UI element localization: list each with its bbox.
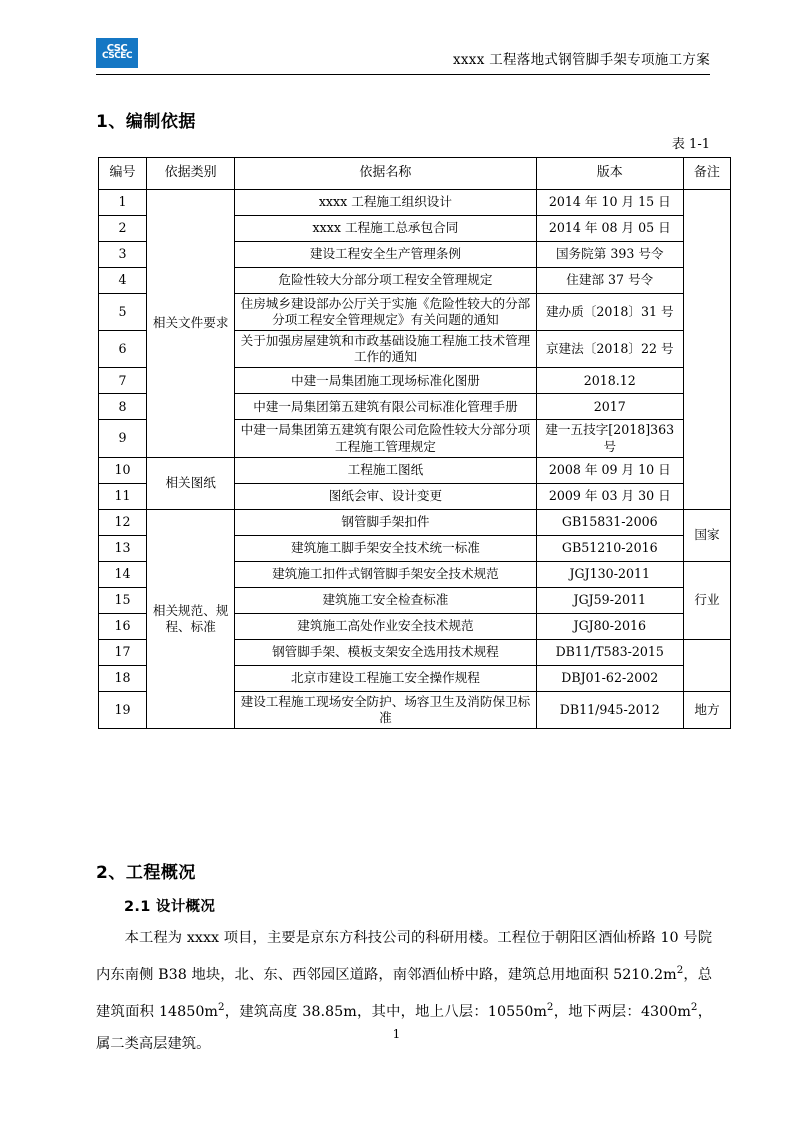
table-cell-name: 中建一局集团第五建筑有限公司标准化管理手册 (235, 394, 536, 420)
table-cell-name: 建筑施工脚手架安全技术统一标准 (235, 535, 536, 561)
table-cell-version: 国务院第 393 号令 (536, 242, 683, 268)
table-cell-no: 5 (99, 294, 147, 331)
table-header-cell: 依据名称 (235, 158, 536, 190)
table-cell-no: 3 (99, 242, 147, 268)
table-cell-name: 钢管脚手架、模板支架安全选用技术规程 (235, 639, 536, 665)
table-cell-note (683, 639, 730, 691)
table-caption: 表 1-1 (671, 137, 710, 152)
table-cell-name: 中建一局集团施工现场标准化图册 (235, 368, 536, 394)
table-cell-name: 建筑施工扣件式钢管脚手架安全技术规范 (235, 561, 536, 587)
table-cell-version: 2008 年 09 月 10 日 (536, 457, 683, 483)
table-row (99, 457, 731, 483)
table-header-cell: 编号 (99, 158, 147, 190)
table-cell-version: DB11/T583-2015 (536, 639, 683, 665)
cscec-logo (96, 38, 138, 68)
table-header-cell: 依据类别 (147, 158, 235, 190)
table-cell-no: 8 (99, 394, 147, 420)
table-cell-name: 图纸会审、设计变更 (235, 483, 536, 509)
table-cell-no: 9 (99, 420, 147, 457)
table-cell-version: JGJ80-2016 (536, 613, 683, 639)
section-heading-2-1: 2.1 设计概况 (124, 899, 216, 915)
table-cell-no: 17 (99, 639, 147, 665)
table-cell-no: 1 (99, 190, 147, 216)
header-divider (96, 74, 710, 75)
table-cell-version: 2014 年 10 月 15 日 (536, 190, 683, 216)
table-cell-version: 2017 (536, 394, 683, 420)
table-cell-name: 钢管脚手架扣件 (235, 509, 536, 535)
table-cell-name: 中建一局集团第五建筑有限公司危险性较大分部分项工程施工管理规定 (235, 420, 536, 457)
table-cell-note (683, 190, 730, 510)
table-cell-version: GB51210-2016 (536, 535, 683, 561)
table-cell-version: 2009 年 03 月 30 日 (536, 483, 683, 509)
logo-bottom-text: CSCEC (101, 51, 133, 62)
table-cell-no: 12 (99, 509, 147, 535)
table-cell-version: GB15831-2006 (536, 509, 683, 535)
table-cell-no: 15 (99, 587, 147, 613)
section-heading-2: 2、工程概况 (96, 863, 196, 883)
table-cell-version: 京建法〔2018〕22 号 (536, 331, 683, 368)
table-cell-note: 国家 (683, 509, 730, 561)
table-cell-name: 建筑施工高处作业安全技术规范 (235, 613, 536, 639)
table-cell-name: 建设工程施工现场安全防护、场容卫生及消防保卫标准 (235, 691, 536, 728)
table-row (99, 190, 731, 216)
table-cell-category: 相关文件要求 (147, 190, 235, 458)
table-cell-no: 19 (99, 691, 147, 728)
table-cell-name: 关于加强房屋建筑和市政基础设施工程施工技术管理工作的通知 (235, 331, 536, 368)
table-cell-version: DB11/945-2012 (536, 691, 683, 728)
table-cell-no: 11 (99, 483, 147, 509)
table-cell-no: 18 (99, 665, 147, 691)
section-heading-1: 1、编制依据 (96, 112, 196, 132)
table-header-cell: 版本 (536, 158, 683, 190)
table-cell-name: 危险性较大分部分项工程安全管理规定 (235, 268, 536, 294)
table-header-cell: 备注 (683, 158, 730, 190)
table-cell-category: 相关图纸 (147, 457, 235, 509)
page-header (96, 36, 710, 80)
logo-glyph (97, 39, 137, 67)
table-cell-no: 7 (99, 368, 147, 394)
basis-table (98, 157, 731, 729)
logo-top-text: CSC (106, 43, 128, 55)
table-cell-name: xxxx 工程施工组织设计 (235, 190, 536, 216)
basis-table-container (98, 157, 731, 729)
table-cell-note: 地方 (683, 691, 730, 728)
table-cell-version: DBJ01-62-2002 (536, 665, 683, 691)
table-cell-version: JGJ130-2011 (536, 561, 683, 587)
table-cell-name: 工程施工图纸 (235, 457, 536, 483)
header-title: xxxx 工程落地式钢管脚手架专项施工方案 (452, 52, 710, 68)
table-cell-version: 建办质〔2018〕31 号 (536, 294, 683, 331)
table-cell-version: 建一五技字[2018]363 号 (536, 420, 683, 457)
design-overview-paragraph: 本工程为 xxxx 项目，主要是京东方科技公司的科研用楼。工程位于朝阳区酒仙桥路 10 号院内东南侧 B38 地块，北、东、西邻园区道路，南邻酒仙桥中路，建筑总用地面积 $5210.2m^2$，总建筑面积 $14850m^2$，建筑高度 38.85m，其中，地上八层：$10550m^2$，地下两层：$4300m^2$，属二类高层建筑。 (96, 930, 712, 1052)
table-cell-note: 行业 (683, 561, 730, 639)
table-cell-no: 13 (99, 535, 147, 561)
table-cell-name: 北京市建设工程施工安全操作规程 (235, 665, 536, 691)
table-header-row (99, 158, 731, 190)
table-cell-name: 建筑施工安全检查标准 (235, 587, 536, 613)
table-cell-version: JGJ59-2011 (536, 587, 683, 613)
table-cell-no: 14 (99, 561, 147, 587)
table-cell-name: 住房城乡建设部办公厅关于实施《危险性较大的分部分项工程安全管理规定》有关问题的通知 (235, 294, 536, 331)
table-cell-no: 4 (99, 268, 147, 294)
table-cell-no: 6 (99, 331, 147, 368)
table-cell-name: xxxx 工程施工总承包合同 (235, 216, 536, 242)
table-cell-no: 10 (99, 457, 147, 483)
table-cell-version: 2018.12 (536, 368, 683, 394)
table-cell-version: 2014 年 08 月 05 日 (536, 216, 683, 242)
table-cell-no: 16 (99, 613, 147, 639)
basis-table-body (99, 158, 731, 729)
table-row (99, 509, 731, 535)
table-cell-no: 2 (99, 216, 147, 242)
table-cell-name: 建设工程安全生产管理条例 (235, 242, 536, 268)
table-cell-category: 相关规范、规程、标准 (147, 509, 235, 728)
table-cell-version: 住建部 37 号令 (536, 268, 683, 294)
page-number: 1 (392, 1027, 401, 1041)
